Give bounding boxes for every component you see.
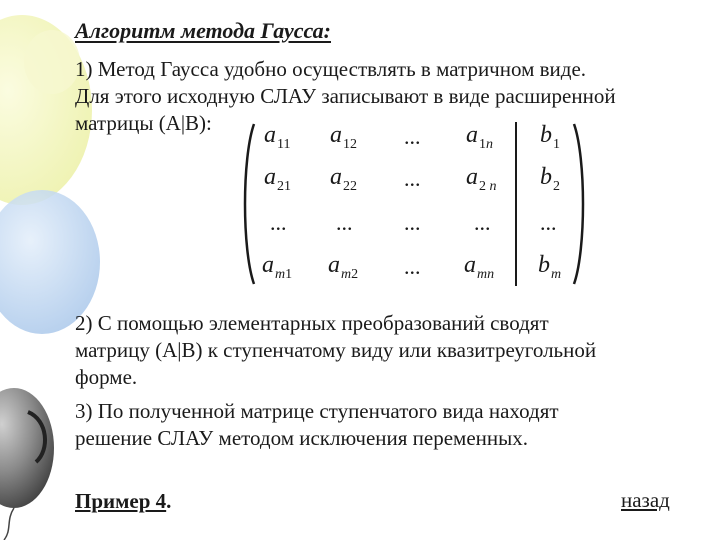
cell-dots-r1: ...: [404, 124, 421, 149]
cell-a11: $a_{11}$: [264, 122, 291, 152]
step3-line1: 3) По полученной матрице ступенчатого вида находят: [75, 399, 559, 423]
cell-dots-r3c4: ...: [474, 210, 491, 235]
back-link[interactable]: назад: [621, 488, 670, 512]
cell-a12: $a_{12}$: [330, 122, 357, 152]
example-period: .: [166, 489, 172, 513]
cell-am1: $a_{m1}$: [262, 252, 293, 282]
augmented-matrix: [236, 118, 596, 290]
example-row: [75, 488, 171, 515]
cell-a1n: $a_{1n}$: [466, 122, 493, 152]
cell-dots-r3c3: ...: [404, 210, 421, 235]
left-bracket: [245, 124, 254, 284]
cell-a22: $a_{22}$: [330, 164, 357, 194]
example-link[interactable]: Пример 4: [75, 489, 167, 513]
yellow-balloon-small: [24, 30, 80, 94]
cell-amn: $a_{mn}$: [464, 252, 495, 282]
step2-line2: матрицу (A|B) к ступенчатому виду или квазитреугольной: [75, 338, 597, 362]
step2-line3: форме.: [75, 365, 138, 389]
step1-line1: 1) Метод Гаусса удобно осуществлять в матричном виде.: [75, 57, 587, 81]
step1-line3: матрицы (A|B):: [75, 111, 212, 135]
cell-dots-r4: ...: [404, 254, 421, 279]
step3-line2: решение СЛАУ методом исключения переменных.: [75, 426, 528, 450]
cell-dots-r2: ...: [404, 166, 421, 191]
cell-a2n: $a_{2 n}$: [466, 164, 497, 194]
step2-line1: 2) С помощью элементарных преобразований сводят: [75, 311, 549, 335]
right-bracket: [574, 124, 583, 284]
cell-bm: $b_m$: [538, 252, 562, 282]
cell-b1: $b_1$: [540, 122, 560, 152]
cell-am2: $a_{m2}$: [328, 252, 359, 282]
cell-b2: $b_2$: [540, 164, 560, 194]
slide-title: Алгоритм метода Гаусса:: [75, 18, 331, 43]
cell-dots-r3c1: ...: [270, 210, 287, 235]
cell-a21: $a_{21}$: [264, 164, 291, 194]
step1-line2: Для этого исходную СЛАУ записывают в виде расширенной: [75, 84, 616, 108]
cell-dots-r3c5: ...: [540, 210, 557, 235]
balloon-string: [4, 508, 14, 540]
cell-dots-r3c2: ...: [336, 210, 353, 235]
